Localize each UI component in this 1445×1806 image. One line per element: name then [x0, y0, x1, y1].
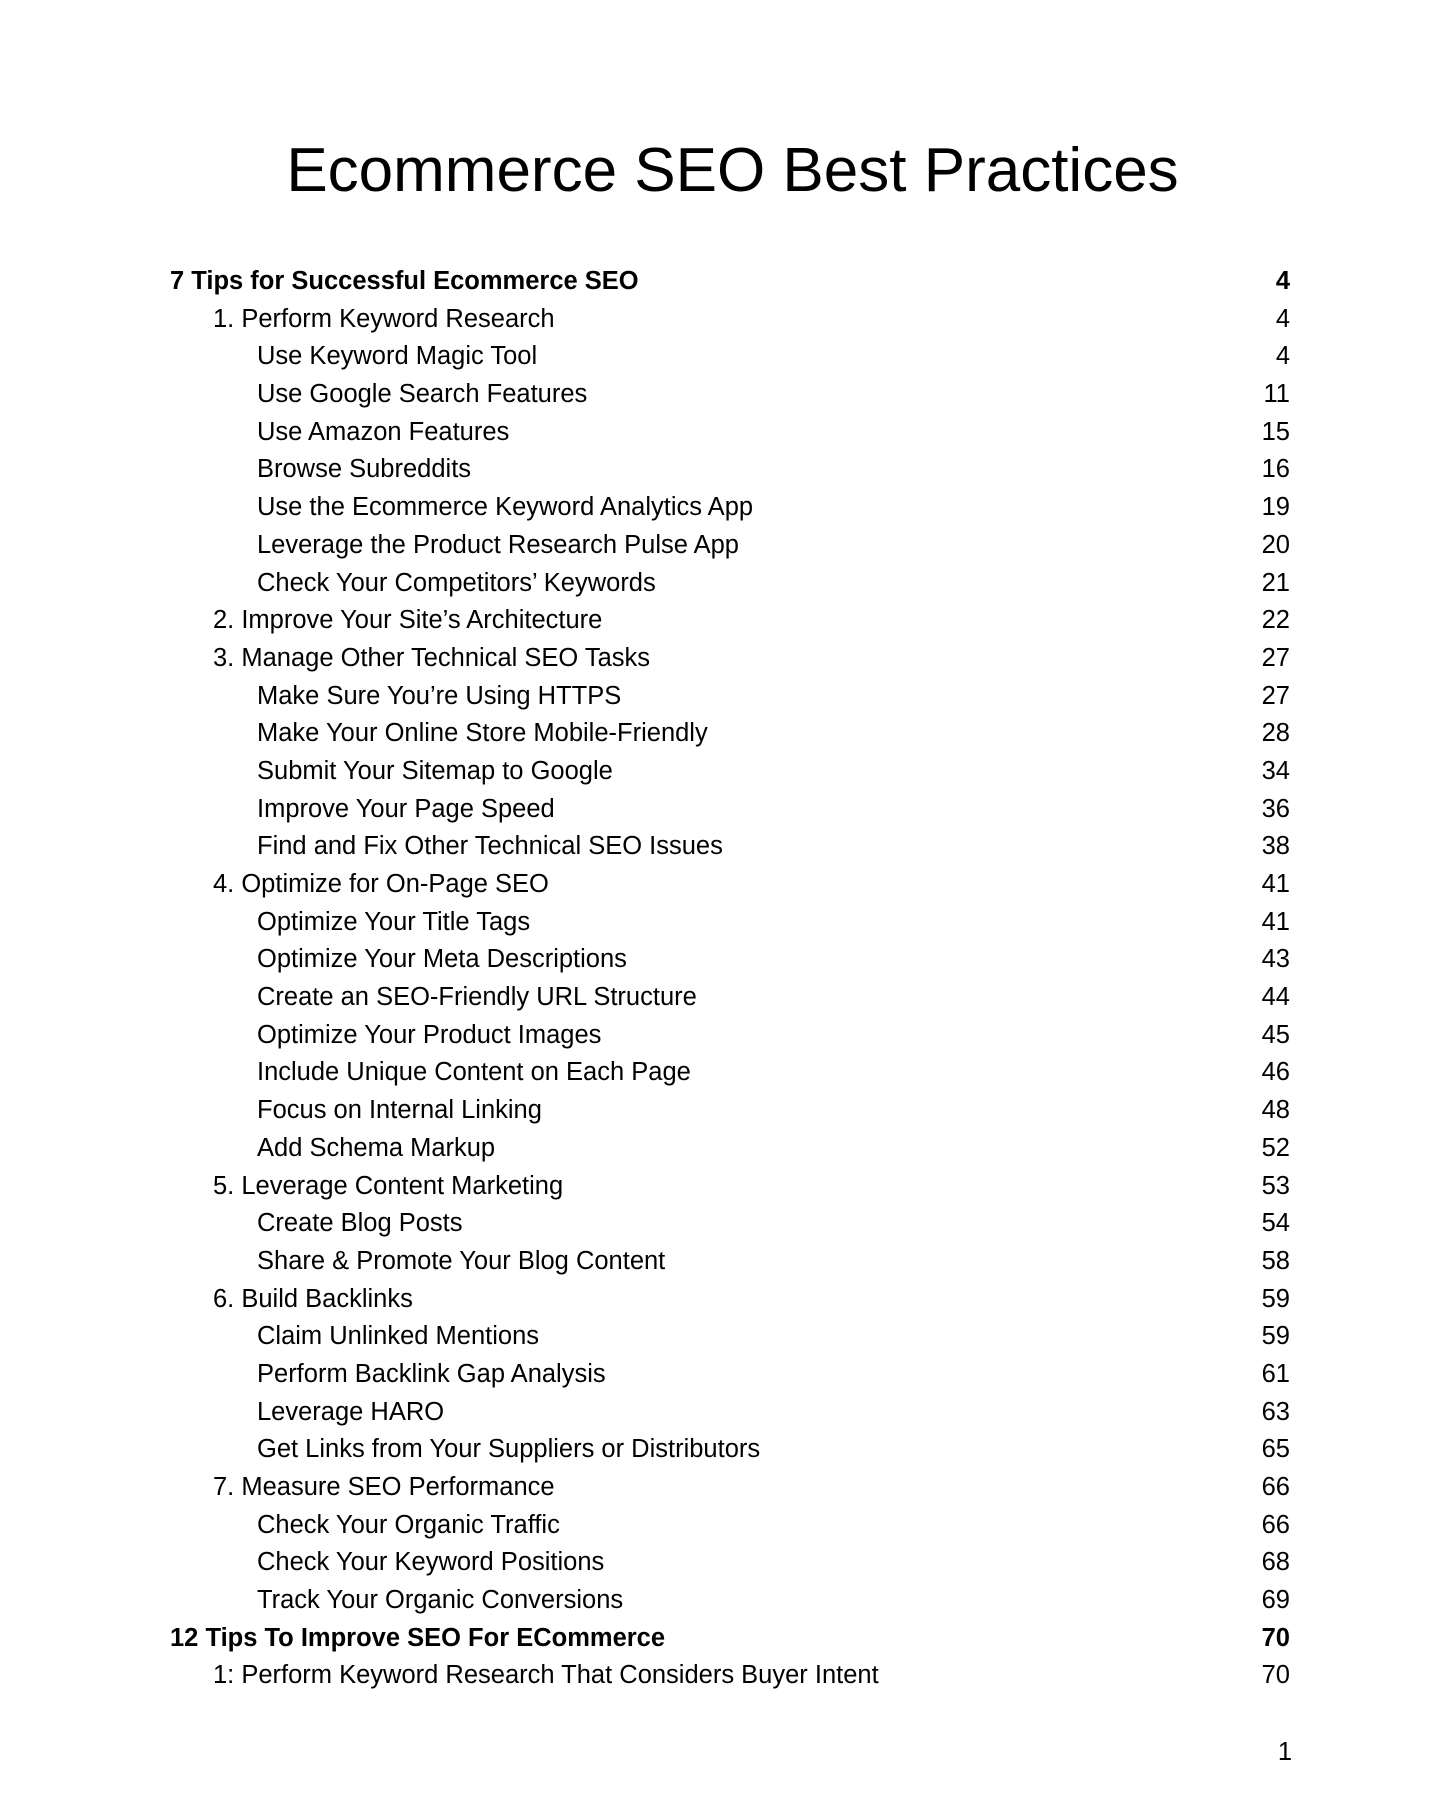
toc-entry-label: Check Your Organic Traffic [257, 1510, 560, 1539]
toc-entry-label: 7. Measure SEO Performance [213, 1473, 555, 1501]
toc-entry-page: 27 [1261, 681, 1290, 710]
toc-entry-page: 22 [1261, 606, 1290, 635]
toc-section[interactable] [170, 263, 1290, 301]
toc-item[interactable] [170, 565, 1290, 603]
toc-entry-page: 28 [1261, 719, 1290, 748]
toc-entry-label: Leverage the Product Research Pulse App [257, 530, 739, 559]
toc-entry-label: 4. Optimize for On-Page SEO [213, 870, 549, 898]
toc-item[interactable] [170, 451, 1290, 489]
toc-entry-page: 34 [1261, 756, 1290, 785]
toc-entry-label: Optimize Your Meta Descriptions [257, 945, 627, 974]
toc-entry-page: 45 [1261, 1020, 1290, 1049]
toc-entry-page: 38 [1261, 832, 1290, 861]
toc-subsection[interactable] [170, 1281, 1290, 1319]
toc-entry-page: 66 [1261, 1473, 1290, 1501]
toc-item[interactable] [170, 1243, 1290, 1281]
toc-entry-label: Track Your Organic Conversions [257, 1586, 624, 1615]
toc-entry-page: 63 [1261, 1397, 1290, 1426]
toc-entry-page: 16 [1261, 455, 1290, 484]
toc-entry-label: 12 Tips To Improve SEO For ECommerce [170, 1623, 666, 1652]
toc-item[interactable] [170, 828, 1290, 866]
toc-item[interactable] [170, 678, 1290, 716]
toc-entry-label: Make Sure You’re Using HTTPS [257, 681, 622, 710]
toc-entry-label: 7 Tips for Successful Ecommerce SEO [170, 267, 639, 295]
toc-entry-page: 59 [1261, 1322, 1290, 1351]
toc-item[interactable] [170, 1394, 1290, 1432]
toc-entry-page: 21 [1261, 568, 1290, 597]
toc-entry-label: Create Blog Posts [257, 1209, 463, 1238]
toc-entry-page: 52 [1261, 1133, 1290, 1162]
toc-entry-label: Use the Ecommerce Keyword Analytics App [257, 493, 754, 522]
table-of-contents [170, 263, 1290, 1695]
toc-item[interactable] [170, 527, 1290, 565]
toc-entry-label: Browse Subreddits [257, 455, 472, 484]
toc-entry-label: Use Keyword Magic Tool [257, 342, 538, 371]
toc-entry-page: 69 [1261, 1586, 1290, 1615]
toc-entry-page: 4 [1275, 304, 1290, 333]
toc-item[interactable] [170, 1431, 1290, 1469]
toc-entry-page: 58 [1261, 1246, 1290, 1275]
toc-entry-page: 41 [1261, 907, 1290, 936]
toc-entry-label: Optimize Your Product Images [257, 1020, 602, 1049]
toc-entry-page: 68 [1261, 1548, 1290, 1577]
toc-entry-label: Include Unique Content on Each Page [257, 1058, 691, 1087]
toc-subsection[interactable] [170, 1657, 1290, 1695]
toc-entry-label: Perform Backlink Gap Analysis [257, 1359, 606, 1388]
toc-subsection[interactable] [170, 1168, 1290, 1206]
toc-item[interactable] [170, 904, 1290, 942]
toc-entry-page: 54 [1261, 1209, 1290, 1238]
toc-item[interactable] [170, 1582, 1290, 1620]
toc-entry-page: 70 [1261, 1623, 1290, 1652]
toc-entry-label: 6. Build Backlinks [213, 1284, 413, 1313]
toc-item[interactable] [170, 1205, 1290, 1243]
page-number: 1 [1277, 1738, 1292, 1766]
toc-entry-page: 36 [1261, 794, 1290, 823]
toc-entry-page: 20 [1261, 530, 1290, 559]
toc-entry-label: 3. Manage Other Technical SEO Tasks [213, 643, 651, 672]
toc-item[interactable] [170, 1054, 1290, 1092]
toc-entry-page: 4 [1275, 267, 1290, 295]
toc-item[interactable] [170, 1356, 1290, 1394]
toc-subsection[interactable] [170, 301, 1290, 339]
toc-item[interactable] [170, 414, 1290, 452]
toc-entry-page: 59 [1261, 1284, 1290, 1313]
toc-entry-label: Optimize Your Title Tags [257, 907, 531, 936]
toc-item[interactable] [170, 791, 1290, 829]
toc-entry-label: Check Your Competitors’ Keywords [257, 568, 656, 597]
toc-entry-label: Leverage HARO [257, 1397, 445, 1426]
toc-entry-label: Submit Your Sitemap to Google [257, 756, 613, 785]
toc-entry-label: Use Google Search Features [257, 380, 588, 409]
toc-entry-page: 61 [1261, 1359, 1290, 1388]
toc-entry-label: Improve Your Page Speed [257, 794, 555, 823]
toc-entry-label: Claim Unlinked Mentions [257, 1322, 540, 1351]
toc-entry-page: 53 [1261, 1171, 1290, 1200]
toc-entry-label: Share & Promote Your Blog Content [257, 1246, 666, 1275]
document-title: Ecommerce SEO Best Practices [286, 136, 1179, 205]
toc-subsection[interactable] [170, 866, 1290, 904]
toc-subsection[interactable] [170, 640, 1290, 678]
toc-item[interactable] [170, 489, 1290, 527]
toc-item[interactable] [170, 1017, 1290, 1055]
toc-subsection[interactable] [170, 1469, 1290, 1507]
toc-entry-page: 4 [1275, 342, 1290, 371]
toc-item[interactable] [170, 376, 1290, 414]
toc-entry-page: 15 [1261, 417, 1290, 446]
toc-entry-page: 11 [1263, 380, 1290, 409]
toc-entry-page: 46 [1261, 1058, 1290, 1087]
toc-item[interactable] [170, 979, 1290, 1017]
toc-item[interactable] [170, 1507, 1290, 1545]
toc-subsection[interactable] [170, 602, 1290, 640]
toc-item[interactable] [170, 338, 1290, 376]
toc-entry-page: 41 [1261, 870, 1290, 898]
toc-entry-label: 1. Perform Keyword Research [213, 304, 555, 333]
toc-entry-page: 27 [1261, 643, 1290, 672]
toc-entry-label: 2. Improve Your Site’s Architecture [213, 606, 603, 635]
toc-entry-label: Find and Fix Other Technical SEO Issues [257, 832, 723, 861]
toc-entry-page: 44 [1261, 983, 1290, 1012]
toc-entry-label: 5. Leverage Content Marketing [213, 1171, 564, 1200]
toc-entry-page: 65 [1261, 1435, 1290, 1464]
toc-item[interactable] [170, 1092, 1290, 1130]
toc-item[interactable] [170, 1318, 1290, 1356]
toc-item[interactable] [170, 753, 1290, 791]
toc-entry-label: Use Amazon Features [257, 417, 510, 446]
toc-section[interactable] [170, 1620, 1290, 1658]
toc-entry-label: Check Your Keyword Positions [257, 1548, 605, 1577]
toc-entry-page: 43 [1261, 945, 1290, 974]
toc-item[interactable] [170, 1544, 1290, 1582]
toc-entry-page: 48 [1261, 1096, 1290, 1125]
toc-entry-label: Add Schema Markup [257, 1133, 496, 1162]
toc-item[interactable] [170, 1130, 1290, 1168]
toc-entry-page: 70 [1261, 1661, 1290, 1690]
toc-entry-label: Create an SEO-Friendly URL Structure [257, 983, 697, 1012]
toc-item[interactable] [170, 715, 1290, 753]
toc-entry-label: 1: Perform Keyword Research That Considers Buyer Intent [213, 1661, 879, 1690]
toc-entry-label: Get Links from Your Suppliers or Distributors [257, 1435, 761, 1464]
toc-entry-page: 66 [1261, 1510, 1290, 1539]
toc-entry-label: Focus on Internal Linking [257, 1096, 542, 1125]
toc-entry-page: 19 [1261, 493, 1290, 522]
toc-item[interactable] [170, 941, 1290, 979]
toc-entry-label: Make Your Online Store Mobile-Friendly [257, 719, 708, 748]
